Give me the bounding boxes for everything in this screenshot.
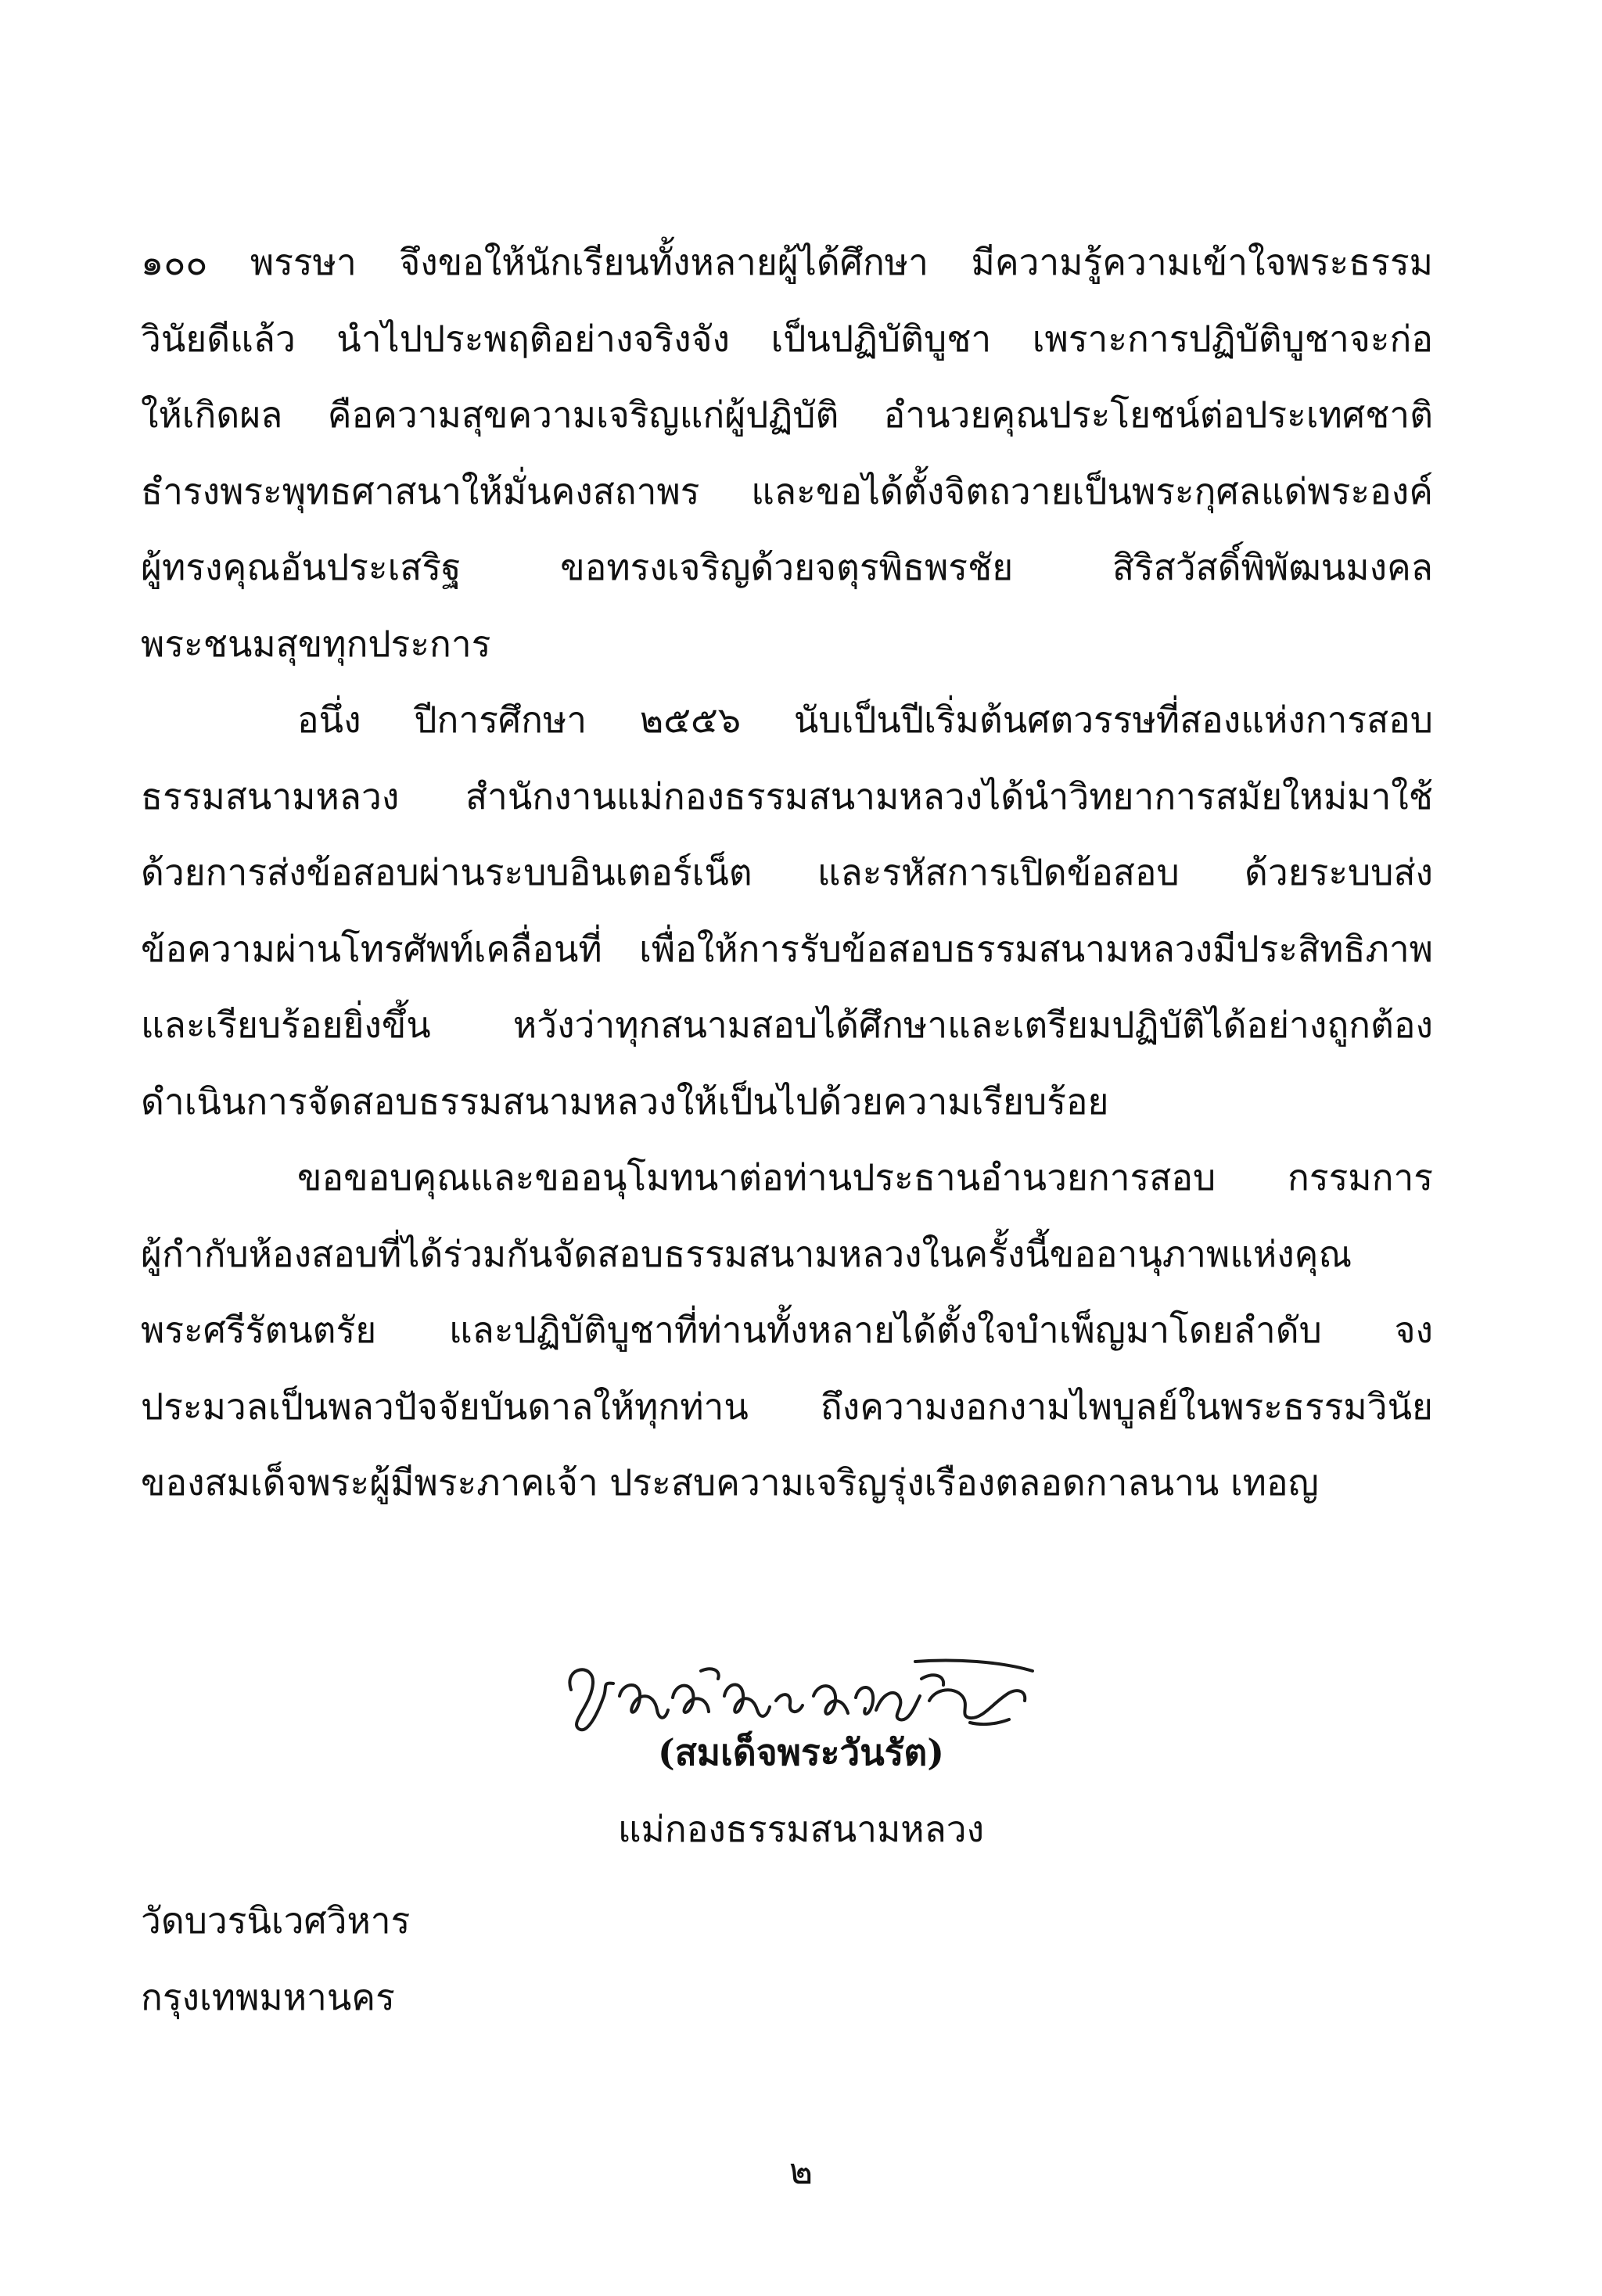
paragraph-2-line-6: ดำเนินการจัดสอบธรรมสนามหลวงให้เป็นไปด้วยความเรียบร้อย xyxy=(141,1080,1109,1123)
address-line-2: กรุงเทพมหานคร xyxy=(141,1976,395,2018)
paragraph-1-line-5: ผู้ทรงคุณอันประเสริฐ ขอทรงเจริญด้วยจตุรพิธพรชัย สิริสวัสดิ์พิพัฒนมงคล xyxy=(141,546,1433,588)
paragraph-1-line-3: ให้เกิดผล คือความสุขความเจริญแก่ผู้ปฏิบัติ อำนวยคุณประโยชน์ต่อประเทศชาติ xyxy=(141,393,1433,436)
paragraph-2-line-4: ข้อความผ่านโทรศัพท์เคลื่อนที่ เพื่อให้การรับข้อสอบธรรมสนามหลวงมีประสิทธิภาพ xyxy=(141,928,1433,970)
paragraph-1-line-1: ๑๐๐ พรรษา จึงขอให้นักเรียนทั้งหลายผู้ได้ศึกษา มีความรู้ความเข้าใจพระธรรม xyxy=(141,241,1433,283)
paragraph-3-line-1: ขอขอบคุณและขออนุโมทนาต่อท่านประธานอำนวยการสอบ กรรมการ xyxy=(297,1156,1433,1198)
paragraph-2-line-1: อนึ่ง ปีการศึกษา ๒๕๕๖ นับเป็นปีเริ่มต้นศตวรรษที่สองแห่งการสอบ xyxy=(297,699,1433,741)
paragraph-1-line-4: ธำรงพระพุทธศาสนาให้มั่นคงสถาพร และขอได้ตั้งจิตถวายเป็นพระกุศลแด่พระองค์ xyxy=(141,470,1433,512)
address-line-1: วัดบวรนิเวศวิหาร xyxy=(141,1899,411,1942)
paragraph-1-line-6: พระชนมสุขทุกประการ xyxy=(141,623,491,665)
paragraph-3-line-4: ประมวลเป็นพลวปัจจัยบันดาลให้ทุกท่าน ถึงความงอกงามไพบูลย์ในพระธรรมวินัย xyxy=(141,1385,1433,1428)
paragraph-2-line-3: ด้วยการส่งข้อสอบผ่านระบบอินเตอร์เน็ต และรหัสการเปิดข้อสอบ ด้วยระบบส่ง xyxy=(141,851,1433,893)
page-number: ๒ xyxy=(788,2150,814,2192)
paragraph-3-line-3: พระศรีรัตนตรัย และปฏิบัติบูชาที่ท่านทั้งหลายได้ตั้งใจบำเพ็ญมาโดยลำดับ จง xyxy=(141,1309,1433,1351)
signatory-position: แม่กองธรรมสนามหลวง xyxy=(617,1808,985,1850)
paragraph-3-line-5: ของสมเด็จพระผู้มีพระภาคเจ้า ประสบความเจริญรุ่งเรืองตลอดกาลนาน เทอญ xyxy=(141,1461,1319,1504)
signatory-name: (สมเด็จพระวันรัต) xyxy=(657,1731,945,1773)
paragraph-2-line-2: ธรรมสนามหลวง สำนักงานแม่กองธรรมสนามหลวงได้นำวิทยาการสมัยใหม่มาใช้ xyxy=(141,775,1433,817)
paragraph-2-line-5: และเรียบร้อยยิ่งขึ้น หวังว่าทุกสนามสอบได้ศึกษาและเตรียมปฏิบัติได้อย่างถูกต้อง xyxy=(141,1004,1433,1046)
paragraph-3-line-2: ผู้กำกับห้องสอบที่ได้ร่วมกันจัดสอบธรรมสนามหลวงในครั้งนี้ขออานุภาพแห่งคุณ xyxy=(141,1233,1352,1275)
paragraph-1-line-2: วินัยดีแล้ว นำไปประพฤติอย่างจริงจัง เป็นปฏิบัติบูชา เพราะการปฏิบัติบูชาจะก่อ xyxy=(141,318,1433,360)
